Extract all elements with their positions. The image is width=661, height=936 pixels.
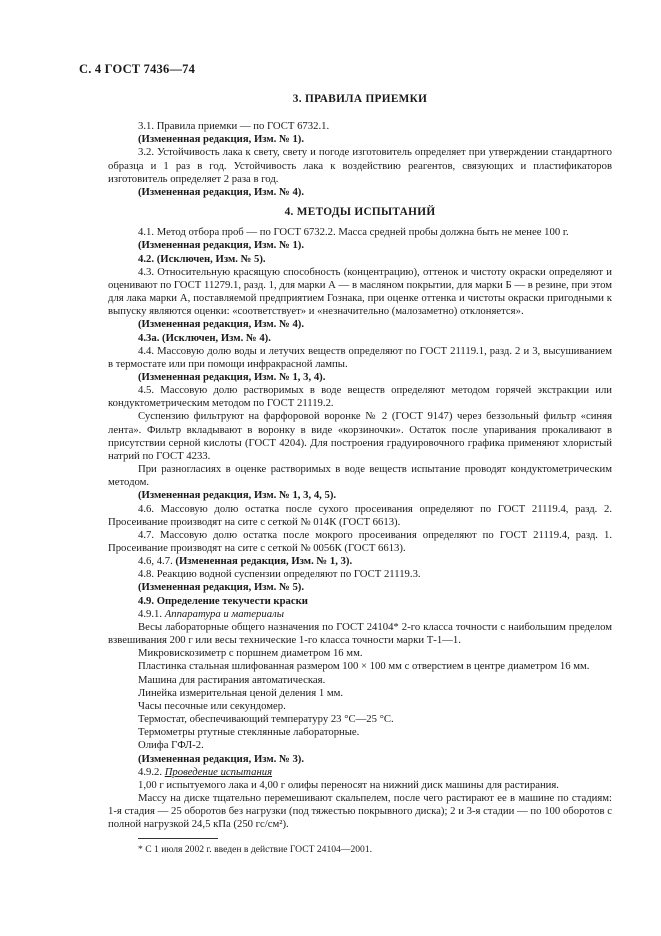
paragraph-4-3: 4.3. Относительную красящую способность (концентрацию), оттенок и чистоту окраски определяют и оценивают по ГОСТ 11279.1, разд. 1, для марки А — в масляном покрытии, для марки Б — в резине, при этом для лака марки А, поставляемой предприятием Гознака, при оценке оттенка и чистоты окраски пригодными к выпуску являются оценки: «соответствует» и «незначительно (малозаметно) отклоняется». [108,265,612,318]
paragraph-4-7: 4.7. Массовую долю остатка после мокрого просеивания определяют по ГОСТ 21119.4, разд. 1. Просеивание производят на сите с сеткой № 0056К (ГОСТ 6613). [108,528,612,554]
paragraph-4-5: 4.5. Массовую долю растворимых в воде веществ определяют методом горячей экстракции или кондуктометрическим методом по ГОСТ 21119.2. [108,384,612,410]
paragraph-3-2: 3.2. Устойчивость лака к свету, свету и погоде изготовитель определяет при утверждении стандартного образца и 1 раз в год. Устойчивость лака к воздействию реагентов, связующих и пластификаторов изготовитель определяет 2 раза в год. [108,146,612,185]
equipment-item: Часы песочные или секундомер. [138,699,286,712]
equipment-item: Олифа ГФЛ-2. [138,739,204,752]
paragraph-4-9-heading: 4.9. Определение текучести краски [138,594,308,607]
revision-note: (Измененная редакция, Изм. № 1, 3, 4). [138,370,326,383]
revision-note: (Измененная редакция, Изм. № 3). [138,752,305,765]
footnote-divider [138,838,218,839]
page-header: С. 4 ГОСТ 7436—74 [79,62,196,76]
paragraph-4-9-2-heading [108,766,612,779]
equipment-item: Термометры ртутные стеклянные лабораторные. [138,726,360,739]
equipment-item: Пластинка стальная шлифованная размером 100 × 100 мм с отверстием в центре диаметром 16 мм. [138,660,590,673]
test-step: 1,00 г испытуемого лака и 4,00 г олифы переносят на нижний диск машины для растирания. [138,778,559,791]
revision-note: (Измененная редакция, Изм. № 1). [138,133,305,146]
paragraph-4-6-4-7-revision [108,555,612,568]
revision-note: (Измененная редакция, Изм. № 5). [138,581,305,594]
equipment-item: Весы лабораторные общего назначения по ГОСТ 24104* 2-го класса точности с наибольшим пределом взвешивания 200 г или весы технические 1-го класса точности марки Т-1—1. [108,620,612,647]
footnote: * С 1 июля 2002 г. введен в действие ГОСТ 24104—2001. [138,844,373,856]
revision-note: (Измененная редакция, Изм. № 1, 3). [175,555,353,568]
paragraph-4-9-1-heading [108,608,612,621]
paragraph-number: 4.9.2. [138,765,163,778]
paragraph-4-5-dispute: При разногласиях в оценке растворимых в воде веществ испытание проводят кондуктометрическим методом. [108,463,612,489]
revision-note: (Измененная редакция, Изм. № 4). [138,318,305,331]
section-3-heading: 3. ПРАВИЛА ПРИЕМКИ [292,93,428,105]
paragraph-4-8: 4.8. Реакцию водной суспензии определяют по ГОСТ 21119.3. [138,568,421,581]
equipment-item: Микровискозиметр с поршнем диаметром 16 мм. [138,647,363,660]
subsection-title: Аппаратура и материалы [164,607,284,620]
revision-note: (Измененная редакция, Изм. № 4). [138,185,305,198]
paragraph-4-6: 4.6. Массовую долю остатка после сухого просеивания определяют по ГОСТ 21119.4, разд. 2. Просеивание производят на сите с сеткой № 014К (ГОСТ 6613). [108,502,612,528]
equipment-item: Машина для растирания автоматическая. [138,673,326,686]
paragraph-4-3a: 4.3а. (Исключен, Изм. № 4). [138,331,271,344]
paragraph-number: 4.6, 4.7. [138,555,173,568]
paragraph-4-1: 4.1. Метод отбора проб — по ГОСТ 6732.2. Масса средней пробы должна быть не менее 100 г. [138,226,569,239]
equipment-item: Линейка измерительная ценой деления 1 мм. [138,686,344,699]
paragraph-3-1: 3.1. Правила приемки — по ГОСТ 6732.1. [138,120,330,133]
revision-note: (Измененная редакция, Изм. № 1). [138,239,305,252]
document-body [108,93,612,856]
test-step: Массу на диске тщательно перемешивают скальпелем, после чего растирают ее в машине по стадиям: 1-я стадия — 25 оборотов без нагрузки (под тяжестью покрывного диска); 2 и 3-я стадии — по 100 оборотов с полной нагрузкой 24,5 кПа (250 гс/см²). [108,791,612,831]
revision-note: (Измененная редакция, Изм. № 1, 3, 4, 5). [138,489,337,502]
paragraph-4-2: 4.2. (Исключен, Изм. № 5). [138,252,266,265]
paragraph-4-5-filter: Суспензию фильтруют на фарфоровой воронке № 2 (ГОСТ 9147) через беззольный фильтр «синяя лента». Фильтр вкладывают в воронку в виде «корзиночки». Остаток после упаривания прокаливают в присутствии серной кислоты (ГОСТ 4204). Для построения градуировочного графика применяют хлористый натрий по ГОСТ 4233. [108,410,612,462]
paragraph-4-4: 4.4. Массовую долю воды и летучих веществ определяют по ГОСТ 21119.1, разд. 2 и 3, высушиванием в термостате или при помощи инфракрасной лампы. [108,344,612,370]
paragraph-number: 4.9.1. [138,607,163,620]
section-4-heading: 4. МЕТОДЫ ИСПЫТАНИЙ [284,206,436,219]
equipment-item: Термостат, обеспечивающий температуру 23 °С—25 °С. [138,713,394,726]
subsection-title: Проведение испытания [164,765,273,778]
